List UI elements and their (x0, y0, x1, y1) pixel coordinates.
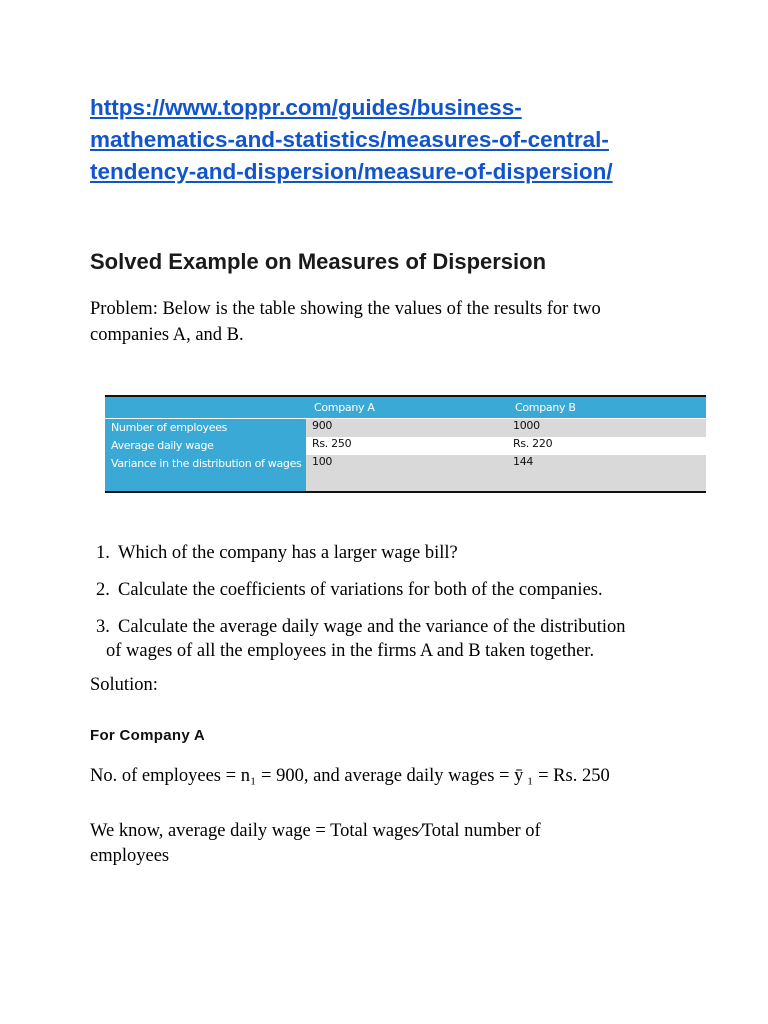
question-text (118, 541, 706, 565)
cell-a-employees: 900 (306, 419, 507, 438)
section-heading: Solved Example on Measures of Dispersion (90, 249, 547, 274)
problem-line-2: companies A, and B. (90, 325, 244, 345)
table-row (105, 455, 706, 492)
solution-label: Solution: (90, 675, 158, 695)
table-header-row (105, 396, 706, 419)
source-link-line-3[interactable]: tendency-and-dispersion/measure-of-dispersion/ (90, 159, 613, 184)
cell-b-variance: 144 (507, 455, 706, 492)
wage-formula-line-1: We know, average daily wage = Total wages∕Total number of (90, 821, 541, 841)
source-link-line-1[interactable]: https://www.toppr.com/guides/business- (90, 95, 522, 120)
wage-formula-line-2: employees (90, 846, 170, 866)
cell-a-variance: 100 (306, 455, 507, 492)
question-text (118, 578, 706, 602)
table-header-company-a: Company A (306, 396, 507, 419)
question-number: 2. (96, 580, 110, 600)
problem-line-1: Problem: Below is the table showing the values of the results for two (90, 299, 601, 319)
employees-equation: No. of employees = n₁ = 900, and average daily wages = ȳ ₁ = Rs. 250 (90, 766, 610, 786)
company-a-subheading: For Company A (90, 727, 206, 744)
problem-statement (90, 296, 690, 348)
questions-list (96, 541, 706, 676)
cell-b-employees: 1000 (507, 419, 706, 438)
question-line-continued: of wages of all the employees in the firms A and B taken together. (106, 641, 595, 661)
row-label-variance: Variance in the distribution of wages (105, 455, 306, 492)
table-header-company-b: Company B (507, 396, 706, 419)
row-label-employees: Number of employees (105, 419, 306, 438)
question-line: Which of the company has a larger wage bill? (118, 543, 458, 563)
list-item (96, 615, 706, 663)
question-line: Calculate the average daily wage and the variance of the distribution (118, 617, 626, 637)
source-link-line-2[interactable]: mathematics-and-statistics/measures-of-central- (90, 127, 609, 152)
cell-b-wage: Rs. 220 (507, 437, 706, 455)
question-text (106, 615, 706, 663)
row-label-wage: Average daily wage (105, 437, 306, 455)
table-row (105, 419, 706, 438)
table-row (105, 437, 706, 455)
wage-formula (90, 819, 541, 869)
question-line: Calculate the coefficients of variations for both of the companies. (118, 580, 603, 600)
source-link[interactable] (90, 92, 710, 188)
companies-table (105, 395, 706, 493)
question-number: 3. (96, 617, 110, 637)
table-header-empty (105, 396, 306, 419)
list-item (96, 578, 706, 602)
cell-a-wage: Rs. 250 (306, 437, 507, 455)
list-item (96, 541, 706, 565)
question-number: 1. (96, 543, 110, 563)
